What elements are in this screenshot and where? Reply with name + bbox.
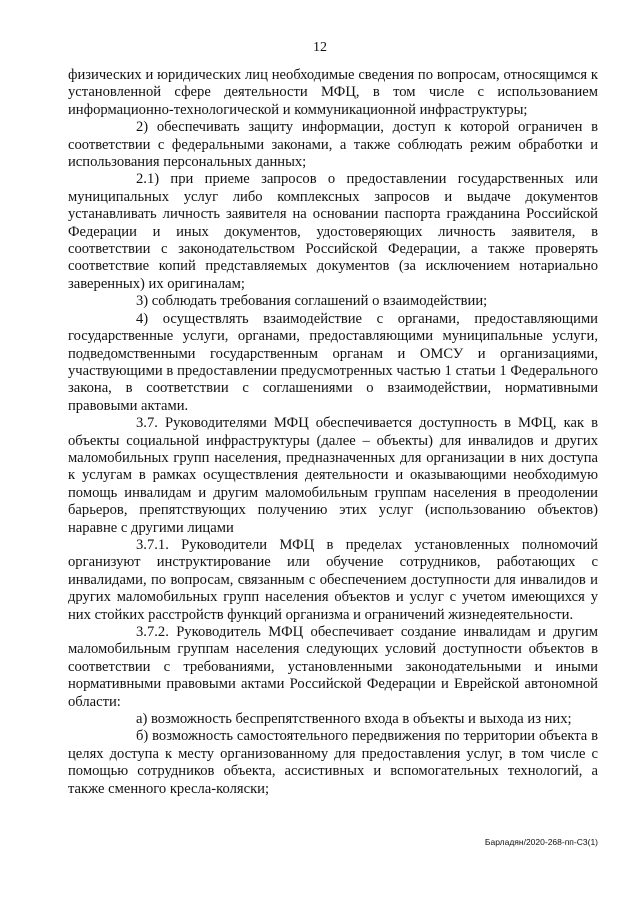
paragraph: физических и юридических лиц необходимые сведения по вопросам, относящимся к установленной сфере деятельности МФЦ, в том числе с использованием информационно-технологической и коммуникационной инфраструктуры; — [68, 67, 598, 118]
paragraph: 2) обеспечивать защиту информации, доступ к которой ограничен в соответствии с федеральными законами, а также соблюдать режим обработки и использования персональных данных; — [68, 119, 598, 171]
paragraph: 2.1) при приеме запросов о предоставлении государственных или муниципальных услуг либо комплексных запросов и выдаче документов устанавливать личность заявителя на основании паспорта гражданина Российской Федерации и иных документов, удостоверяющих личность заявителя, в соответствии с законодательством Российской Федерации, а также проверять соответствие копий представляемых документов (за исключением нотариально заверенных) их оригиналам; — [68, 171, 598, 292]
paragraph: 3) соблюдать требования соглашений о взаимодействии; — [136, 293, 488, 310]
document-body — [68, 67, 598, 798]
document-code: Барладян/2020-268-пп-С3(1) — [484, 837, 598, 847]
paragraph: 3.7.2. Руководитель МФЦ обеспечивает создание инвалидам и другим маломобильным группам населения следующих условий доступности объектов в соответствии с требованиями, установленными законодательными и иными нормативными правовыми актами Российской Федерации и Еврейской автономной области: — [68, 624, 598, 710]
paragraph: а) возможность беспрепятственного входа в объекты и выхода из них; — [136, 711, 572, 728]
paragraph: 3.7. Руководителями МФЦ обеспечивается доступность в МФЦ, как в объекты социальной инфраструктуры (далее – объекты) для инвалидов и других маломобильных групп населения, предназначенных для организации в них доступа к услугам в рамках осуществления деятельности и оказывающими необходимую помощь инвалидам и другим маломобильным группам населения в преодолении барьеров, препятствующих получению этих услуг (использованию объектов) наравне с другими лицами — [68, 415, 598, 536]
page-number: 12 — [313, 40, 327, 55]
paragraph: б) возможность самостоятельного передвижения по территории объекта в целях доступа к месту организованному для предоставления услуг, в том числе с помощью сотрудников объекта, ассистивных и вспомогательных технологий, а также сменного кресла-коляски; — [68, 728, 598, 797]
paragraph: 3.7.1. Руководители МФЦ в пределах установленных полномочий организуют инструктирование или обучение сотрудников, работающих с инвалидами, по вопросам, связанным с обеспечением доступности для инвалидов и других маломобильных групп населения объектов и услуг с учетом имеющихся у них стойких расстройств функций организма и ограничений жизнедеятельности. — [68, 536, 598, 623]
paragraph: 4) осуществлять взаимодействие с органами, предоставляющими государственные услуги, органами, предоставляющими муниципальные услуги, подведомственными государственным органам и ОМСУ и организациями, участвующими в предоставлении предусмотренных частью 1 статьи 1 Федерального закона, в соответствии с соглашениями о взаимодействии, нормативными правовыми актами. — [68, 310, 598, 414]
